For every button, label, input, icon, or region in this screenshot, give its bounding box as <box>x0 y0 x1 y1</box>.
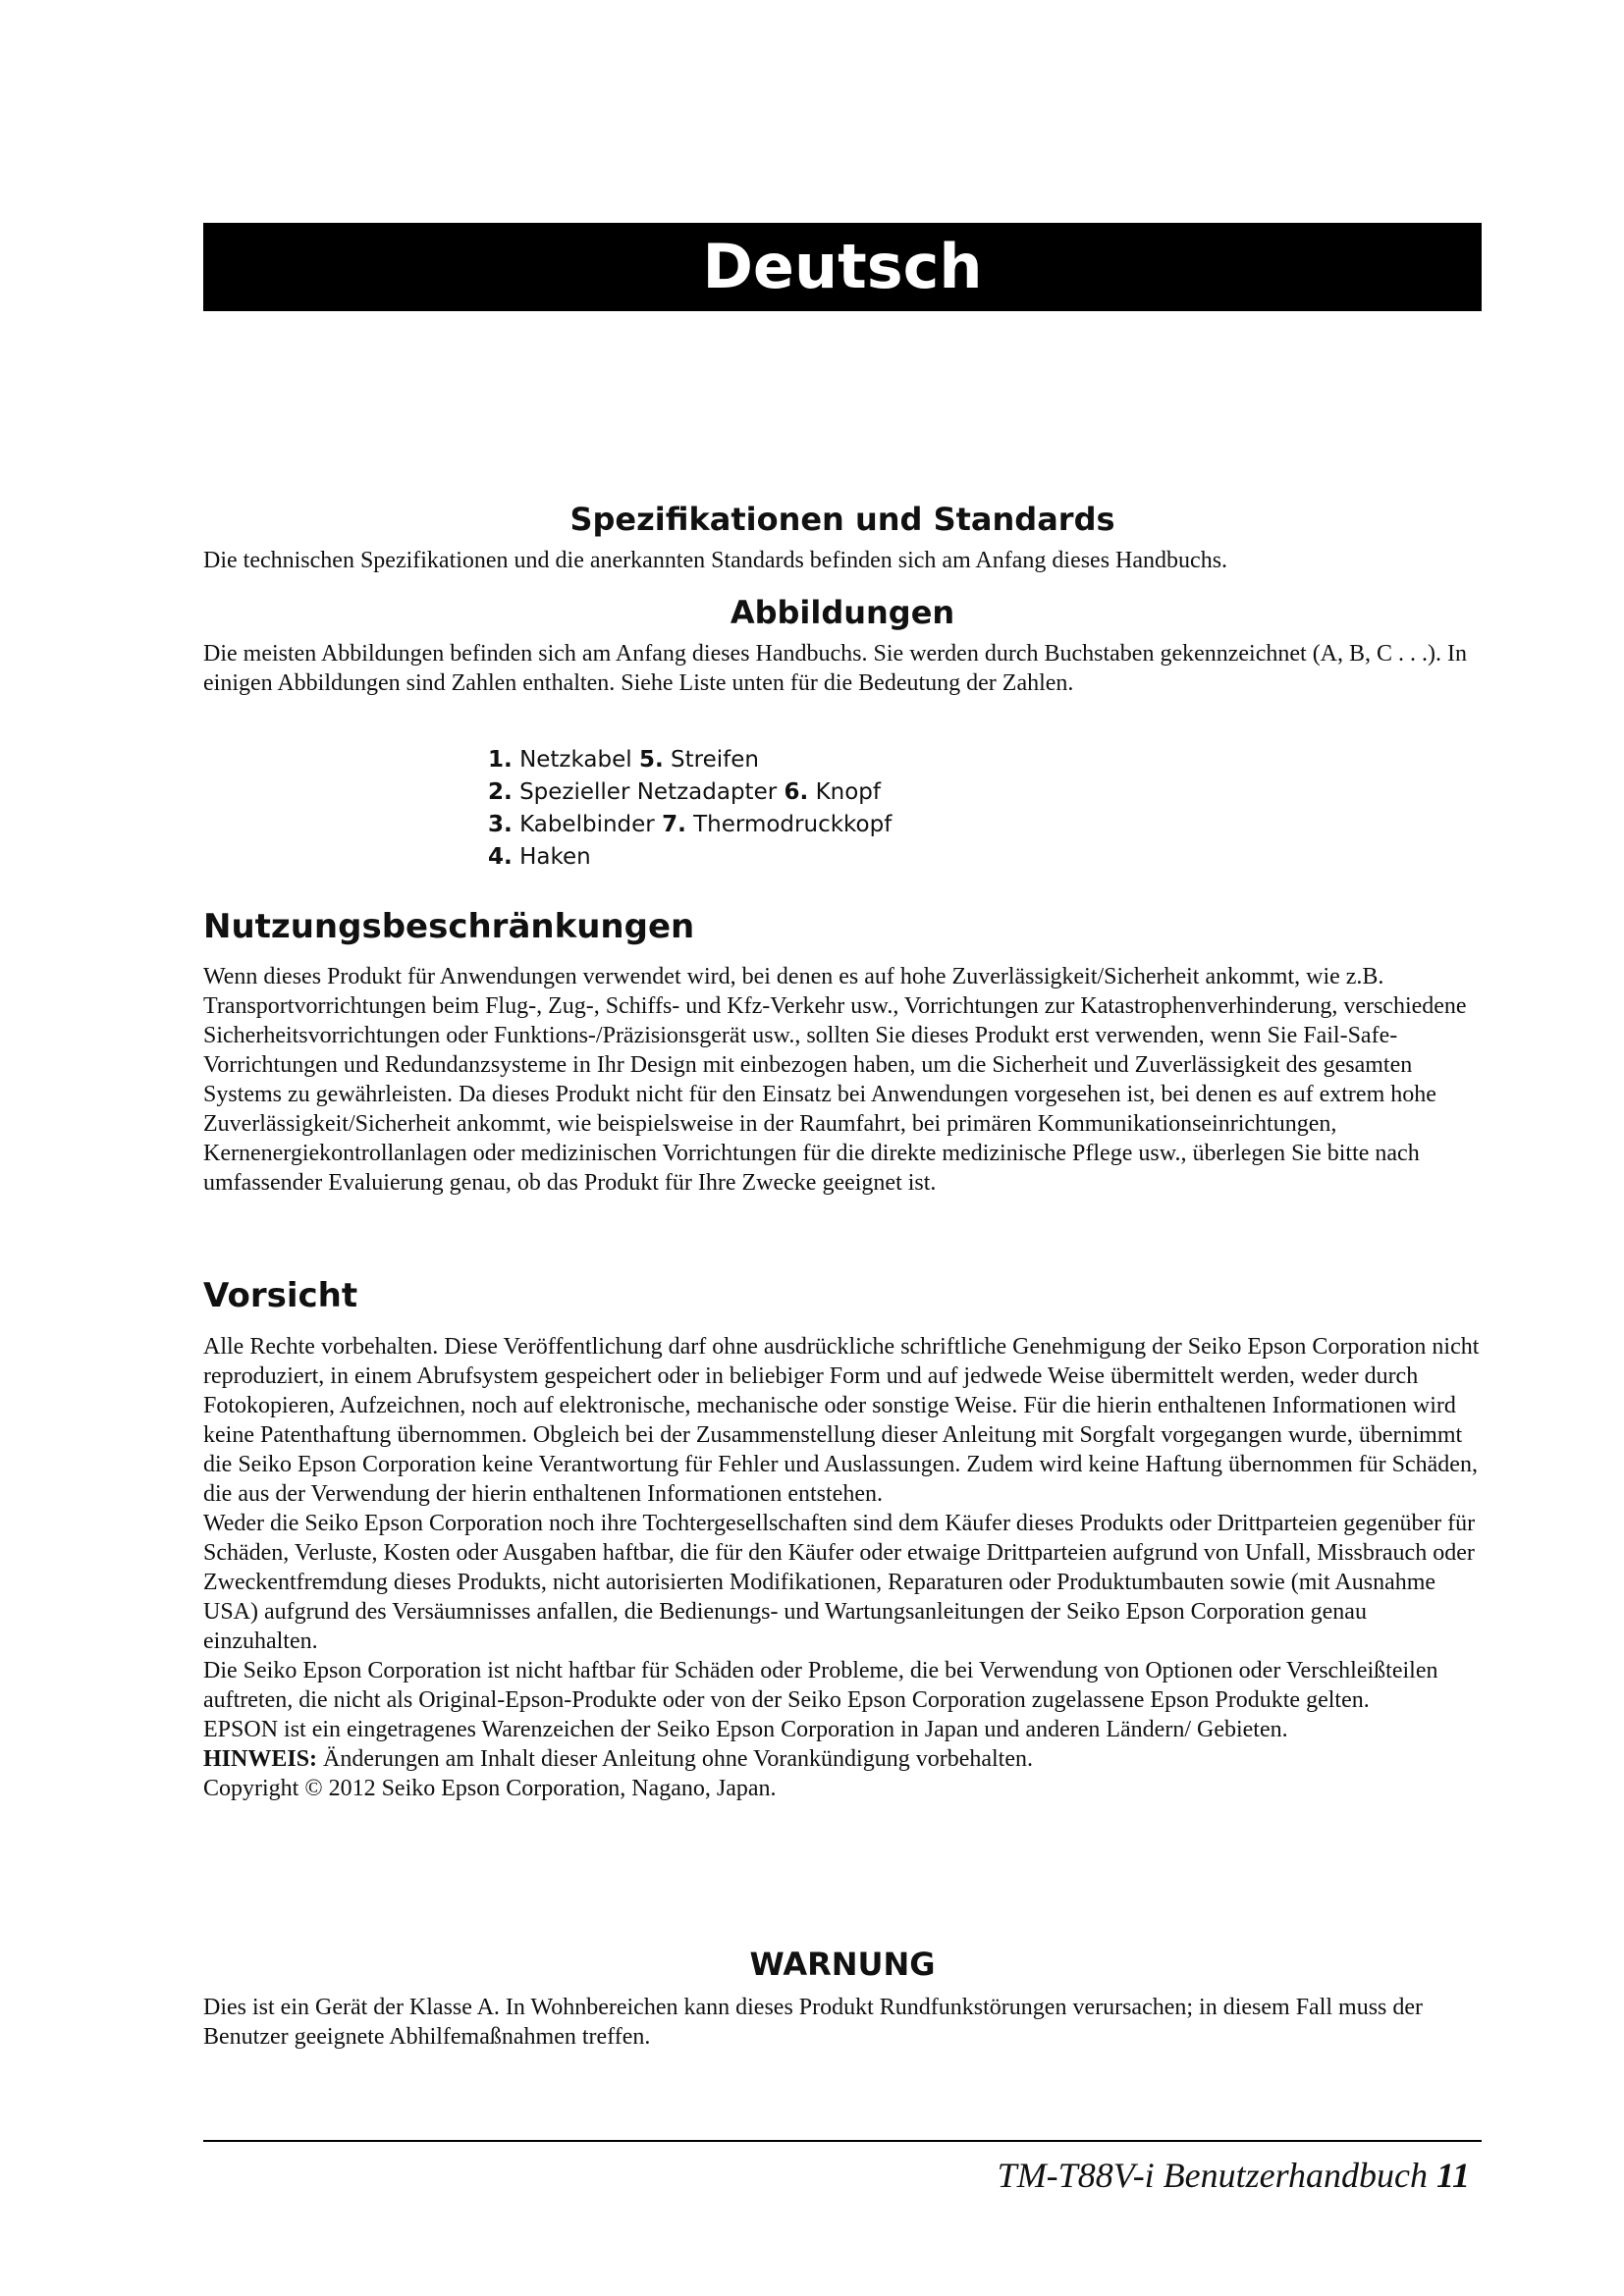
abbildungen-paragraph: Die meisten Abbildungen befinden sich am Anfang dieses Handbuchs. Sie werden durch Buchstaben gekennzeichnet (A, B, C . . .). In einigen Abbildungen sind Zahlen enthalten. Siehe Liste unten für die Bedeutung der Zahlen. <box>203 641 1468 696</box>
hinweis-paragraph <box>203 1744 1482 1774</box>
hinweis-label: HINWEIS: <box>203 1746 318 1772</box>
heading-vorsicht: Vorsicht <box>203 1276 358 1315</box>
list-item: 1. Netzkabel 5. Streifen <box>488 747 759 773</box>
list-item: 2. Spezieller Netzadapter 6. Knopf <box>488 779 881 805</box>
document-page <box>203 0 1482 2296</box>
hinweis-text: Änderungen am Inhalt dieser Anleitung ohne Vorankündigung vorbehalten. <box>317 1746 1033 1772</box>
warnung-text <box>203 1993 1482 2052</box>
heading-nutzungsbeschraenkungen: Nutzungsbeschränkungen <box>203 907 695 946</box>
figure-number-list <box>488 744 892 874</box>
nutzung-paragraph: Wenn dieses Produkt für Anwendungen verwendet wird, bei denen es auf hohe Zuverlässigkeit/Sicherheit ankommt, wie z.B. Transportvorrichtungen beim Flug-, Zug-, Schiffs- und Kfz-Verkehr usw., Vorrichtungen zur Katastrophenverhinderung, verschiedene Sicherheitsvorrichtungen oder Funktions-/Präzisionsgerät usw., sollten Sie dieses Produkt erst verwenden, wenn Sie Fail-Safe-Vorrichtungen und Redundanzsysteme in Ihr Design mit einbezogen haben, um die Sicherheit und Zuverlässigkeit des gesamten Systems zu gewährleisten. Da dieses Produkt nicht für den Einsatz bei Anwendungen vorgesehen ist, bei denen es auf extrem hohe Zuverlässigkeit/Sicherheit ankommt, wie beispielsweise in der Raumfahrt, bei primären Kommunikationseinrichtungen, Kernenergiekontrollanlagen oder medizinischen Vorrichtungen für die direkte medizinische Pflege usw., überlegen Sie bitte nach umfassender Evaluierung genau, ob das Produkt für Ihre Zwecke geeignet ist. <box>203 964 1467 1196</box>
list-item: 3. Kabelbinder 7. Thermodruckkopf <box>488 812 893 837</box>
footer-divider <box>203 2140 1482 2142</box>
copyright-notice: Copyright © 2012 Seiko Epson Corporation, Nagano, Japan. <box>203 1776 777 1801</box>
manual-title: TM-T88V-i Benutzerhandbuch <box>997 2156 1428 2195</box>
page-footer <box>998 2155 1470 2196</box>
warnung-paragraph: Dies ist ein Gerät der Klasse A. In Wohnbereichen kann dieses Produkt Rundfunkstörungen verursachen; in diesem Fall muss der Benutzer geeignete Abhilfemaßnahmen treffen. <box>203 1995 1424 2050</box>
list-item: 4. Haken <box>488 844 591 870</box>
heading-abbildungen: Abbildungen <box>730 594 955 631</box>
vorsicht-paragraph-1: Alle Rechte vorbehalten. Diese Veröffentlichung darf ohne ausdrückliche schriftliche Genehmigung der Seiko Epson Corporation nicht reproduziert, in einem Abrufsystem gespeichert oder in beliebiger Form und auf jedwede Weise übermittelt werden, weder durch Fotokopieren, Aufzeichnen, noch auf elektronische, mechanische oder sonstige Weise. Für die hierin enthaltenen Informationen wird keine Patenthaftung übernommen. Obgleich bei der Zusammenstellung dieser Anleitung mit Sorgfalt vorgegangen wurde, übernimmt die Seiko Epson Corporation keine Verantwortung für Fehler und Auslassungen. Zudem wird keine Haftung übernommen für Schäden, die aus der Verwendung der hierin enthaltenen Informationen entstehen. <box>203 1334 1480 1507</box>
trademark-paragraph: EPSON ist ein eingetragenes Warenzeichen der Seiko Epson Corporation in Japan und anderen Ländern/ Gebieten. <box>203 1717 1288 1742</box>
heading-warnung: WARNUNG <box>749 1946 936 1983</box>
nutzung-text <box>203 962 1482 1198</box>
vorsicht-text <box>203 1332 1482 1803</box>
page-number: 11 <box>1435 2156 1470 2195</box>
heading-spezifikationen: Spezifikationen und Standards <box>569 501 1115 538</box>
abbildungen-text <box>203 639 1482 698</box>
vorsicht-paragraph-2: Weder die Seiko Epson Corporation noch ihre Tochtergesellschaften sind dem Käufer dieses Produkts oder Drittparteien gegenüber für Schäden, Verluste, Kosten oder Ausgaben haftbar, die für den Käufer oder etwaige Drittparteien aufgrund von Unfall, Missbrauch oder Zweckentfremdung dieses Produkts, nicht autorisierten Modifikationen, Reparaturen oder Produktumbauten sowie (mit Ausnahme USA) aufgrund des Versäumnisses anfallen, die Bedienungs- und Wartungsanleitungen der Seiko Epson Corporation genau einzuhalten. <box>203 1511 1476 1654</box>
vorsicht-paragraph-3: Die Seiko Epson Corporation ist nicht haftbar für Schäden oder Probleme, die bei Verwendung von Optionen oder Verschleißteilen auftreten, die nicht als Original-Epson-Produkte oder von der Seiko Epson Corporation zugelassene Epson Produkte gelten. <box>203 1658 1438 1713</box>
language-banner: Deutsch <box>203 223 1482 311</box>
spezifikationen-text <box>203 546 1482 575</box>
spezifikationen-paragraph: Die technischen Spezifikationen und die anerkannten Standards befinden sich am Anfang dieses Handbuchs. <box>203 548 1228 573</box>
